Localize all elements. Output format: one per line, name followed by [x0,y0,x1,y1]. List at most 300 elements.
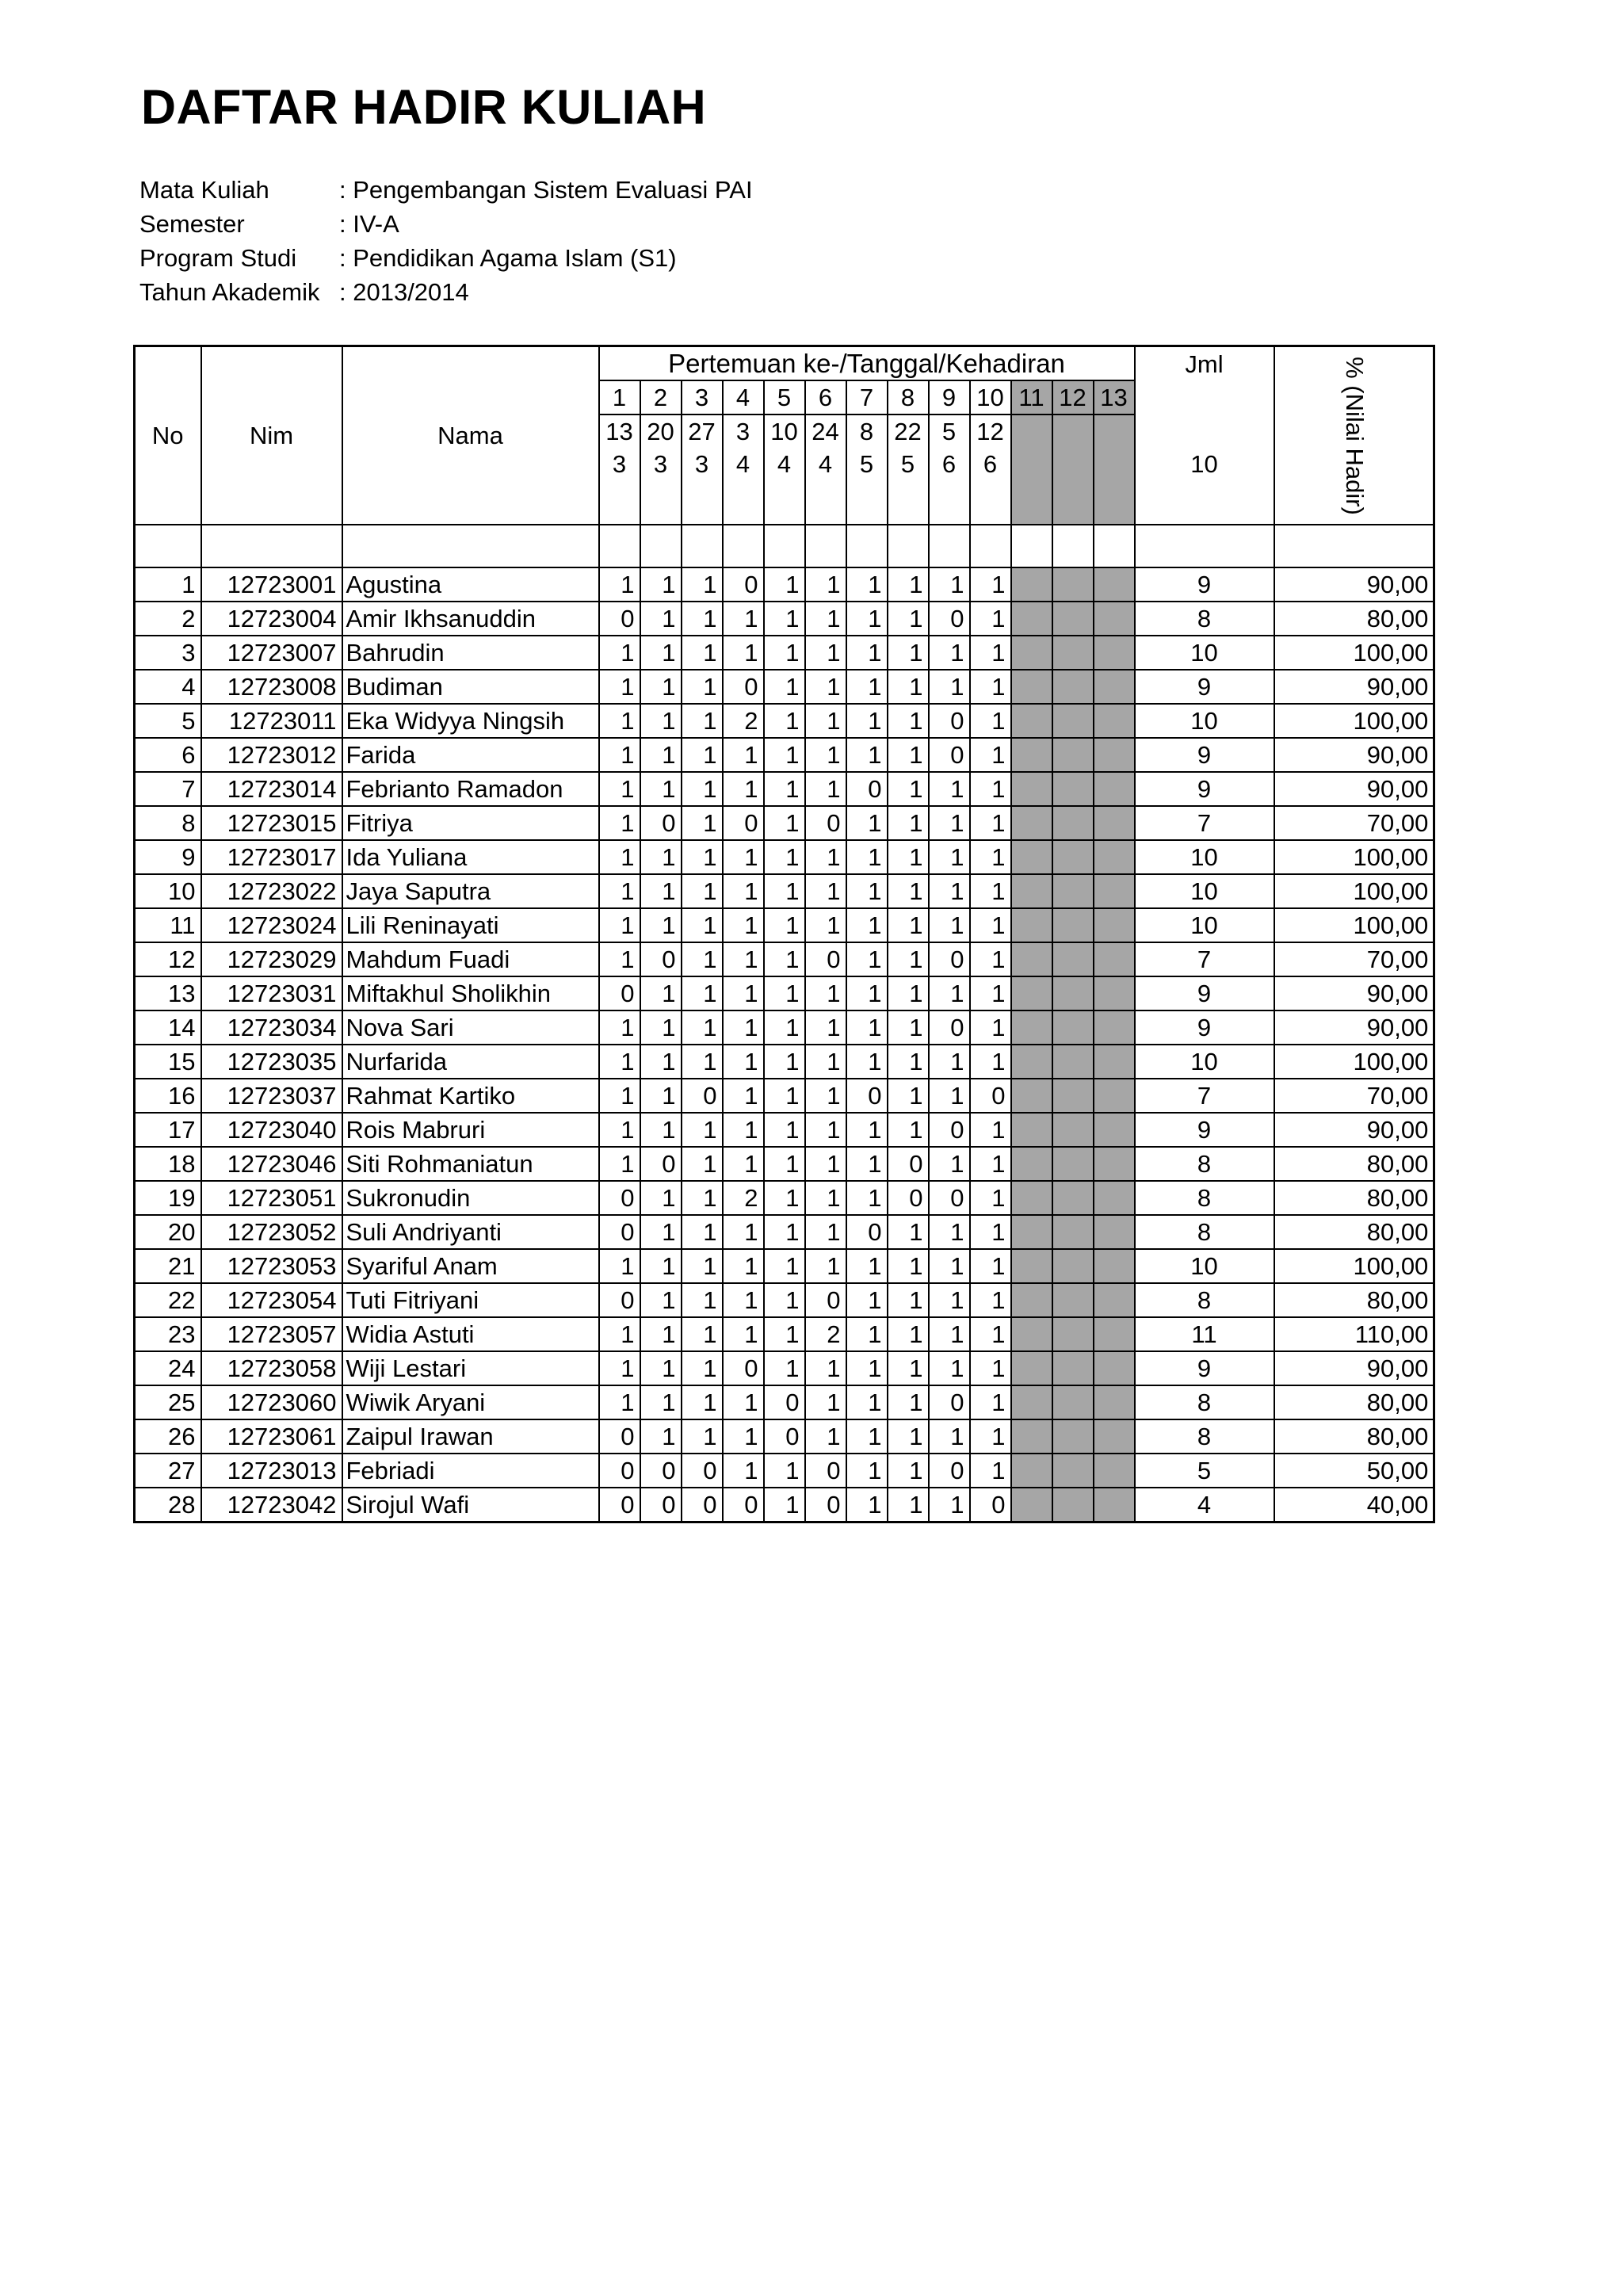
attendance-cell: 1 [640,1010,682,1045]
attendance-cell: 1 [640,976,682,1010]
attendance-cell: 1 [888,942,929,976]
header-jml: Jml [1135,346,1274,381]
attendance-cell: 1 [888,1454,929,1488]
attendance-cell: 1 [682,1181,723,1215]
row-no: 27 [135,1454,201,1488]
header-nim [201,346,342,525]
attendance-cell: 1 [764,602,805,636]
attendance-cell: 1 [846,1010,888,1045]
attendance-cell: 1 [888,1419,929,1454]
attendance-cell: 1 [640,1351,682,1385]
row-no: 15 [135,1045,201,1079]
row-nama: Siti Rohmaniatun [342,1147,599,1181]
row-no: 22 [135,1283,201,1317]
attendance-cell: 1 [682,567,723,602]
row-no: 20 [135,1215,201,1249]
row-percent: 110,00 [1274,1317,1434,1351]
table-row [135,1488,1434,1522]
table-row [135,1351,1434,1385]
attendance-cell: 0 [929,1113,970,1147]
attendance-cell: 1 [970,772,1011,806]
row-jml: 9 [1135,738,1274,772]
meeting-date-day: 12 [970,415,1011,448]
attendance-cell: 1 [599,670,640,704]
info-label: Program Studi [139,244,297,272]
info-label: Semester [139,210,245,238]
attendance-sheet [133,345,1435,1523]
meeting-date-day: 24 [805,415,846,448]
attendance-cell-empty [1094,1079,1135,1113]
attendance-cell: 1 [929,567,970,602]
attendance-cell: 1 [970,874,1011,908]
row-percent: 90,00 [1274,1010,1434,1045]
attendance-cell: 1 [764,704,805,738]
attendance-cell-empty [1052,567,1094,602]
table-row [135,738,1434,772]
attendance-cell-empty [1011,772,1052,806]
info-label: Tahun Akademik [139,278,320,306]
attendance-cell-empty [1011,806,1052,840]
attendance-cell: 1 [929,806,970,840]
meeting-date-month: 6 [929,448,970,525]
row-nim: 12723017 [201,840,342,874]
row-no: 11 [135,908,201,942]
attendance-cell-empty [1052,602,1094,636]
row-nama: Wiwik Aryani [342,1385,599,1419]
row-jml: 8 [1135,1215,1274,1249]
row-no: 4 [135,670,201,704]
meeting-date-day: 22 [888,415,929,448]
attendance-cell: 1 [682,1249,723,1283]
row-nim: 12723015 [201,806,342,840]
attendance-cell: 1 [764,772,805,806]
attendance-cell: 1 [888,1010,929,1045]
attendance-cell: 1 [888,1488,929,1522]
row-nama: Sukronudin [342,1181,599,1215]
attendance-cell-empty [1052,1045,1094,1079]
row-nim: 12723035 [201,1045,342,1079]
attendance-cell: 1 [805,1147,846,1181]
attendance-cell: 0 [970,1488,1011,1522]
row-no: 25 [135,1385,201,1419]
meeting-date-month: 4 [805,448,846,525]
row-no: 7 [135,772,201,806]
attendance-cell-empty [1011,1488,1052,1522]
attendance-cell: 1 [970,1454,1011,1488]
attendance-cell-empty [1052,1488,1094,1522]
attendance-cell: 1 [723,1147,764,1181]
table-row [135,1181,1434,1215]
attendance-cell: 1 [764,1147,805,1181]
attendance-cell: 1 [888,840,929,874]
attendance-cell-empty [1052,976,1094,1010]
row-no: 23 [135,1317,201,1351]
row-nama: Ida Yuliana [342,840,599,874]
row-percent: 80,00 [1274,1283,1434,1317]
meeting-number: 9 [929,380,970,415]
attendance-cell: 1 [846,567,888,602]
attendance-cell: 1 [640,908,682,942]
attendance-cell: 1 [723,1283,764,1317]
attendance-cell: 1 [846,908,888,942]
attendance-cell-empty [1011,636,1052,670]
row-nama: Febrianto Ramadon [342,772,599,806]
attendance-cell: 1 [599,1317,640,1351]
attendance-cell: 1 [599,1385,640,1419]
attendance-cell: 1 [723,942,764,976]
attendance-cell-empty [1052,840,1094,874]
attendance-cell: 1 [888,1317,929,1351]
attendance-cell: 0 [723,806,764,840]
row-percent: 90,00 [1274,772,1434,806]
attendance-cell-empty [1011,1385,1052,1419]
row-no: 18 [135,1147,201,1181]
row-nama: Fitriya [342,806,599,840]
attendance-cell: 1 [723,1249,764,1283]
table-row [135,1113,1434,1147]
attendance-cell-empty [1094,1385,1135,1419]
attendance-cell: 1 [846,874,888,908]
attendance-cell-empty [1052,1317,1094,1351]
attendance-cell: 1 [764,976,805,1010]
row-jml: 10 [1135,874,1274,908]
attendance-cell-empty [1011,840,1052,874]
attendance-cell: 1 [846,704,888,738]
attendance-cell-empty [1052,1215,1094,1249]
row-jml: 9 [1135,1351,1274,1385]
attendance-cell: 1 [805,1249,846,1283]
row-percent: 90,00 [1274,567,1434,602]
attendance-cell: 1 [723,1215,764,1249]
meeting-date-empty [1052,448,1094,525]
attendance-cell: 1 [723,1045,764,1079]
header-percent-label: % (Nilai Hadir) [1340,357,1369,515]
attendance-cell: 1 [970,1419,1011,1454]
attendance-cell: 1 [846,840,888,874]
row-nim: 12723058 [201,1351,342,1385]
attendance-cell: 1 [805,1079,846,1113]
attendance-cell: 1 [640,567,682,602]
attendance-cell: 1 [846,1283,888,1317]
attendance-cell: 2 [805,1317,846,1351]
attendance-cell-empty [1094,1317,1135,1351]
meeting-date-month: 6 [970,448,1011,525]
attendance-cell: 0 [929,1010,970,1045]
attendance-cell: 1 [599,840,640,874]
row-nim: 12723001 [201,567,342,602]
attendance-cell: 1 [805,1419,846,1454]
attendance-cell: 1 [764,874,805,908]
attendance-cell: 1 [888,567,929,602]
attendance-cell: 2 [723,1181,764,1215]
attendance-cell: 1 [970,1351,1011,1385]
attendance-cell: 1 [888,908,929,942]
row-no: 6 [135,738,201,772]
attendance-cell: 1 [970,1045,1011,1079]
attendance-cell: 1 [640,1317,682,1351]
meeting-number: 11 [1011,380,1052,415]
attendance-cell: 1 [764,636,805,670]
attendance-cell-empty [1094,840,1135,874]
attendance-cell: 1 [846,1454,888,1488]
attendance-cell: 1 [723,840,764,874]
attendance-cell: 1 [682,1045,723,1079]
attendance-cell: 0 [640,806,682,840]
attendance-cell: 1 [682,908,723,942]
attendance-cell-empty [1094,1249,1135,1283]
attendance-cell: 1 [599,772,640,806]
row-jml: 8 [1135,1147,1274,1181]
attendance-cell: 1 [682,1385,723,1419]
attendance-cell: 1 [599,1113,640,1147]
attendance-cell: 0 [640,1147,682,1181]
attendance-cell: 1 [805,1215,846,1249]
row-nama: Syariful Anam [342,1249,599,1283]
attendance-cell: 0 [723,567,764,602]
attendance-cell: 1 [846,1249,888,1283]
attendance-cell-empty [1094,1181,1135,1215]
row-nama: Bahrudin [342,636,599,670]
attendance-cell: 1 [888,1283,929,1317]
attendance-cell-empty [1052,1113,1094,1147]
row-jml: 9 [1135,670,1274,704]
row-percent: 80,00 [1274,1215,1434,1249]
attendance-cell-empty [1011,670,1052,704]
attendance-cell: 1 [599,908,640,942]
row-jml: 10 [1135,636,1274,670]
attendance-cell: 1 [970,1113,1011,1147]
attendance-cell: 1 [846,1419,888,1454]
attendance-cell: 0 [805,1488,846,1522]
header-jml-value: 10 [1135,448,1274,525]
attendance-cell: 1 [682,1147,723,1181]
attendance-cell-empty [1011,1215,1052,1249]
attendance-cell: 1 [805,1181,846,1215]
attendance-cell: 1 [888,1113,929,1147]
attendance-cell: 1 [970,1283,1011,1317]
attendance-cell-empty [1094,602,1135,636]
row-nama: Rois Mabruri [342,1113,599,1147]
attendance-cell: 0 [640,1454,682,1488]
table-row [135,772,1434,806]
meeting-date-month: 3 [599,448,640,525]
attendance-cell: 1 [599,806,640,840]
attendance-cell: 1 [888,1079,929,1113]
meeting-number: 3 [682,380,723,415]
attendance-cell-empty [1052,738,1094,772]
attendance-cell: 1 [805,738,846,772]
row-percent: 80,00 [1274,1385,1434,1419]
meeting-date-day: 3 [723,415,764,448]
attendance-cell: 1 [599,1079,640,1113]
table-row [135,1079,1434,1113]
row-jml: 9 [1135,1113,1274,1147]
attendance-cell: 1 [846,1147,888,1181]
row-nim: 12723046 [201,1147,342,1181]
attendance-cell-empty [1094,806,1135,840]
attendance-cell: 1 [888,636,929,670]
row-jml: 10 [1135,908,1274,942]
row-nim: 12723013 [201,1454,342,1488]
attendance-cell: 1 [970,1181,1011,1215]
row-jml: 10 [1135,704,1274,738]
attendance-cell: 0 [599,1215,640,1249]
attendance-cell: 1 [640,738,682,772]
attendance-cell: 1 [682,1317,723,1351]
row-nama: Farida [342,738,599,772]
attendance-cell: 1 [970,1215,1011,1249]
attendance-cell: 1 [888,874,929,908]
attendance-cell: 1 [929,772,970,806]
row-percent: 80,00 [1274,1181,1434,1215]
attendance-cell: 1 [805,772,846,806]
attendance-cell: 1 [640,704,682,738]
attendance-cell: 1 [805,976,846,1010]
row-percent: 90,00 [1274,1113,1434,1147]
info-value: : IV-A [339,210,399,238]
attendance-cell-empty [1094,1215,1135,1249]
attendance-cell: 1 [640,636,682,670]
table-row [135,976,1434,1010]
table-row [135,874,1434,908]
attendance-cell: 1 [599,567,640,602]
attendance-cell: 1 [682,602,723,636]
attendance-cell: 1 [970,806,1011,840]
attendance-cell: 1 [888,704,929,738]
course-info [139,173,753,309]
attendance-cell: 1 [846,1488,888,1522]
attendance-cell-empty [1011,1454,1052,1488]
row-nim: 12723014 [201,772,342,806]
meeting-date-empty [1011,415,1052,448]
attendance-cell: 1 [929,874,970,908]
attendance-cell-empty [1094,1419,1135,1454]
attendance-cell-empty [1052,1351,1094,1385]
attendance-cell: 1 [640,1181,682,1215]
attendance-cell: 0 [764,1419,805,1454]
row-no: 8 [135,806,201,840]
row-jml: 9 [1135,1010,1274,1045]
attendance-cell: 1 [723,1419,764,1454]
table-row [135,602,1434,636]
attendance-cell: 1 [682,636,723,670]
attendance-cell: 1 [640,1215,682,1249]
row-jml: 7 [1135,942,1274,976]
attendance-cell-empty [1011,567,1052,602]
attendance-cell-empty [1011,738,1052,772]
attendance-cell-empty [1011,976,1052,1010]
attendance-cell: 1 [888,772,929,806]
meeting-number: 1 [599,380,640,415]
meeting-date-month: 5 [846,448,888,525]
attendance-cell: 1 [764,806,805,840]
attendance-cell: 1 [640,1113,682,1147]
row-no: 12 [135,942,201,976]
attendance-cell: 1 [805,1045,846,1079]
attendance-cell: 1 [723,976,764,1010]
attendance-cell: 1 [929,1317,970,1351]
attendance-cell-empty [1094,1283,1135,1317]
row-no: 2 [135,602,201,636]
meeting-date-month: 3 [682,448,723,525]
table-row [135,670,1434,704]
table-row [135,908,1434,942]
attendance-cell-empty [1011,1113,1052,1147]
attendance-cell: 1 [599,1010,640,1045]
attendance-cell: 1 [888,1351,929,1385]
attendance-cell-empty [1094,1010,1135,1045]
attendance-cell: 1 [682,1283,723,1317]
header-pertemuan: Pertemuan ke-/Tanggal/Kehadiran [599,346,1135,381]
table-row [135,1045,1434,1079]
info-row [139,173,753,207]
attendance-cell-empty [1011,1010,1052,1045]
attendance-cell: 1 [929,840,970,874]
info-value: : 2013/2014 [339,278,469,306]
row-nim: 12723052 [201,1215,342,1249]
attendance-cell-empty [1011,602,1052,636]
attendance-cell-empty [1052,1419,1094,1454]
attendance-cell: 1 [640,1249,682,1283]
row-no: 24 [135,1351,201,1385]
attendance-cell: 1 [764,738,805,772]
row-nama: Mahdum Fuadi [342,942,599,976]
attendance-cell: 1 [599,874,640,908]
meeting-number: 12 [1052,380,1094,415]
table-row [135,1215,1434,1249]
meeting-date-empty [1094,415,1135,448]
attendance-cell: 1 [805,1385,846,1419]
header-jml-spacer [1135,415,1274,448]
row-nim: 12723008 [201,670,342,704]
row-no: 10 [135,874,201,908]
attendance-cell-empty [1094,908,1135,942]
row-nim: 12723057 [201,1317,342,1351]
attendance-cell-empty [1094,874,1135,908]
table-row [135,840,1434,874]
meeting-number: 10 [970,380,1011,415]
attendance-cell: 0 [805,1283,846,1317]
info-value: : Pengembangan Sistem Evaluasi PAI [339,176,753,204]
row-jml: 9 [1135,772,1274,806]
attendance-cell-empty [1094,976,1135,1010]
table-row [135,806,1434,840]
attendance-cell-empty [1011,1045,1052,1079]
row-nama: Zaipul Irawan [342,1419,599,1454]
row-no: 16 [135,1079,201,1113]
attendance-cell: 1 [970,567,1011,602]
attendance-cell-empty [1011,1249,1052,1283]
meeting-date-empty [1094,448,1135,525]
attendance-cell: 1 [805,567,846,602]
meeting-number: 13 [1094,380,1135,415]
row-nama: Suli Andriyanti [342,1215,599,1249]
row-jml: 4 [1135,1488,1274,1522]
attendance-cell: 1 [764,1079,805,1113]
attendance-cell: 1 [723,1113,764,1147]
attendance-cell-empty [1011,1283,1052,1317]
meeting-date-day: 20 [640,415,682,448]
attendance-cell: 1 [929,1079,970,1113]
attendance-cell: 0 [929,1181,970,1215]
attendance-cell-empty [1094,1488,1135,1522]
attendance-cell: 0 [723,1351,764,1385]
attendance-cell: 1 [723,1317,764,1351]
page-title: DAFTAR HADIR KULIAH [141,80,707,134]
attendance-cell-empty [1052,1385,1094,1419]
row-no: 26 [135,1419,201,1454]
header-nama [342,346,599,525]
